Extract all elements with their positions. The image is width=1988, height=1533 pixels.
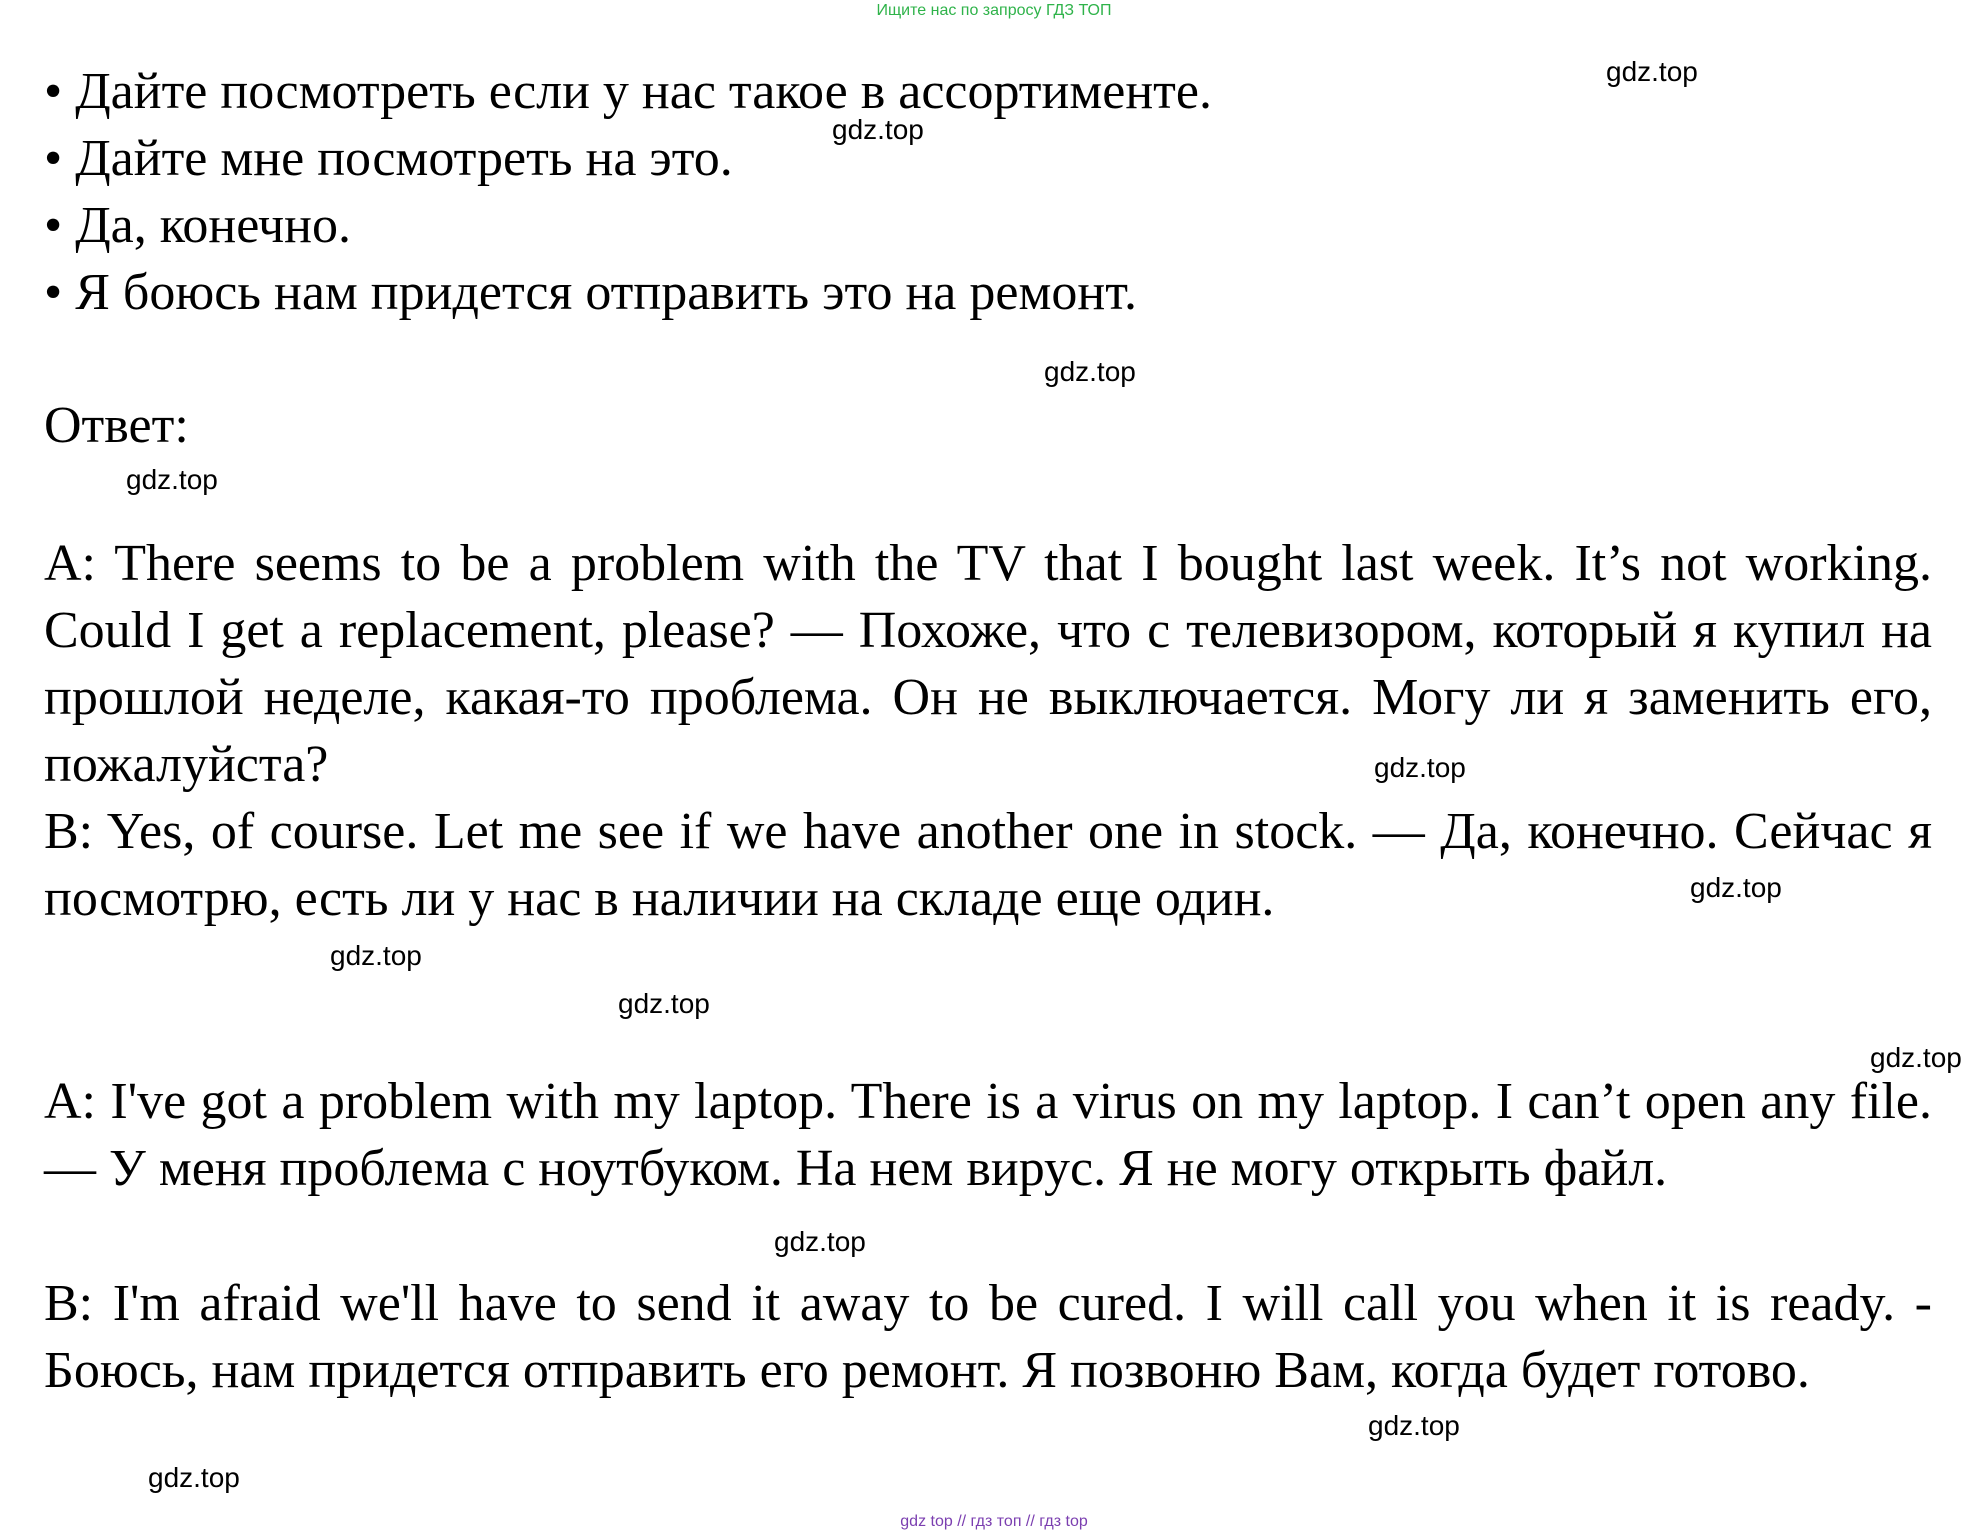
dialogue2-b: B: I'm afraid we'll have to send it away to be cured. I will call you when it is ready. - Боюсь, нам придется отправить его ремонт. Я позвоню Вам, когда будет готово. xyxy=(44,1275,1932,1399)
watermark: gdz.top xyxy=(126,464,218,495)
watermark: gdz.top xyxy=(1690,872,1782,903)
watermark: gdz.top xyxy=(774,1226,866,1257)
watermark: gdz.top xyxy=(832,114,924,145)
answer-label: Ответ: xyxy=(44,397,189,454)
watermark: gdz.top xyxy=(1044,356,1136,387)
dialogue1-b: B: Yes, of course. Let me see if we have another one in stock. — Да, конечно. Сейчас я посмотрю, есть ли у нас в наличии на складе еще один. xyxy=(44,803,1932,927)
bullet-item: • Я боюсь нам придется отправить это на ремонт. xyxy=(44,264,1138,321)
bottom-banner: gdz top // гдз топ // гдз top xyxy=(900,1513,1088,1530)
watermark: gdz.top xyxy=(1368,1410,1460,1441)
watermark: gdz.top xyxy=(1870,1042,1962,1073)
watermark: gdz.top xyxy=(1374,752,1466,783)
top-banner: Ищите нас по запросу ГДЗ ТОП xyxy=(876,2,1112,19)
dialogue1-a: A: There seems to be a problem with the TV that I bought last week. It’s not working. Could I get a replacement, please? — Похоже, что с телевизором, который я купил на прошлой неделе, какая-то проблема. Он не выключается. Могу ли я заменить его, пожалуйста? xyxy=(44,535,1932,793)
watermark: gdz.top xyxy=(148,1462,240,1493)
watermark: gdz.top xyxy=(618,988,710,1019)
bullet-item: • Да, конечно. xyxy=(44,197,351,254)
watermark: gdz.top xyxy=(330,940,422,971)
bullet-item: • Дайте посмотреть если у нас такое в ассортименте. xyxy=(44,63,1212,120)
dialogue2-a: A: I've got a problem with my laptop. There is a virus on my laptop. I can’t open any file. — У меня проблема с ноутбуком. На нем вирус. Я не могу открыть файл. xyxy=(44,1073,1932,1197)
bullet-item: • Дайте мне посмотреть на это. xyxy=(44,130,733,187)
bullet-list xyxy=(44,58,1544,326)
watermark: gdz.top xyxy=(1606,56,1698,87)
